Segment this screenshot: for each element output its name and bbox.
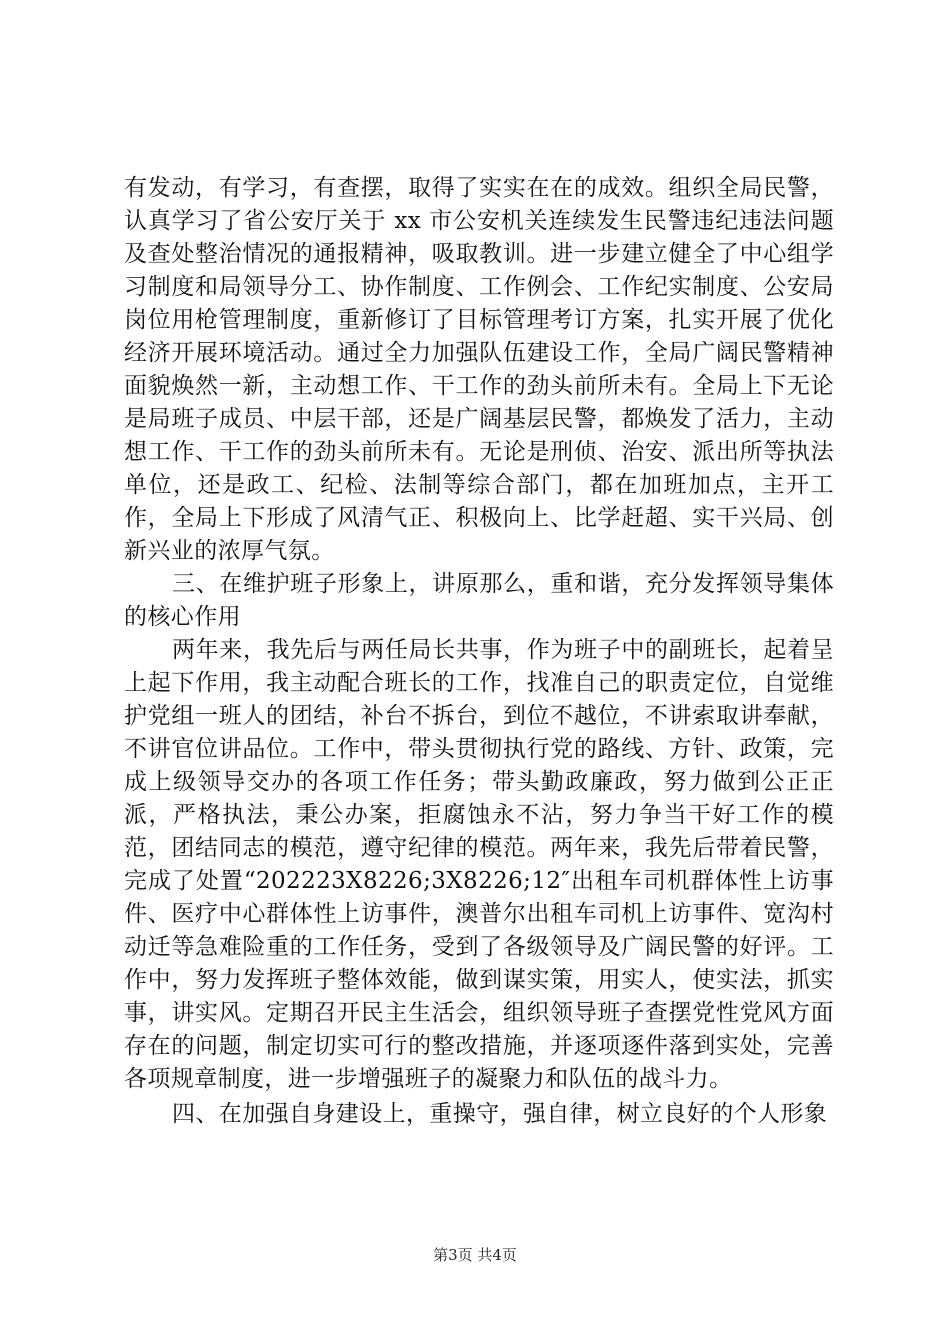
paragraph-continuation: 有发动，有学习，有查摆，取得了实实在在的成效。组织全局民警，认真学习了省公安厅关于 xx 市公安机关连续发生民警违纪违法问题及查处整治情况的通报精神，吸取教训。进一步建立健全了中心组学习制度和局领导分工、协作制度、工作例会、工作纪实制度、公安局岗位用枪管理制度，重新修订了目标管理考订方案，扎实开展了优化经济开展环境活动。通过全力加强队伍建设工作，全局广阔民警精神面貌焕然一新，主动想工作、干工作的劲头前所未有。全局上下无论是局班子成员、中层干部，还是广阔基层民警，都焕发了活力，主动想工作、干工作的劲头前所未有。无论是刑侦、治安、派出所等执法单位，还是政工、纪检、法制等综合部门，都在加班加点，主开工作，全局上下形成了风清气正、积极向上、比学赶超、实干兴局、创新兴业的浓厚气氛。 (124, 175, 834, 564)
section-heading-four: 四、在加强自身建设上，重操守，强自律，树立良好的个人形象 (172, 1101, 828, 1127)
paragraph-section-three: 两年来，我先后与两任局长共事，作为班子中的副班长，起着呈上起下作用，我主动配合班长的工作，找准自己的职责定位，自觉维护党组一班人的团结，补台不拆台，到位不越位，不讲索取讲奉献，不讲官位讲品位。工作中，带头贯彻执行党的路线、方针、政策，完成上级领导交办的各项工作任务；带头勤政廉政，努力做到公正正派，严格执法，秉公办案，拒腐蚀永不沾，努力争当干好工作的模范，团结同志的模范，遵守纪律的模范。两年来，我先后带着民警，完成了处置“202223X8226;3X8226;12″出租车司机群体性上访事件、医疗中心群体性上访事件，澳普尔出租车司机上访事件、宽沟村动迁等急难险重的工作任务，受到了各级领导及广阔民警的好评。工作中，努力发挥班子整体效能，做到谋实策，用实人，使实法，抓实事，讲实风。定期召开民主生活会，组织领导班子查摆党性党风方面存在的问题，制定切实可行的整改措施，并逐项逐件落到实处，完善各项规章制度，进一步增强班子的凝聚力和队伍的战斗力。 (124, 637, 834, 1092)
document-body (124, 172, 834, 1131)
page-number-footer: 第3页 共4页 (433, 1246, 517, 1264)
section-heading-three: 三、在维护班子形象上，讲原那么，重和谐，充分发挥领导集体的核心作用 (124, 571, 834, 630)
